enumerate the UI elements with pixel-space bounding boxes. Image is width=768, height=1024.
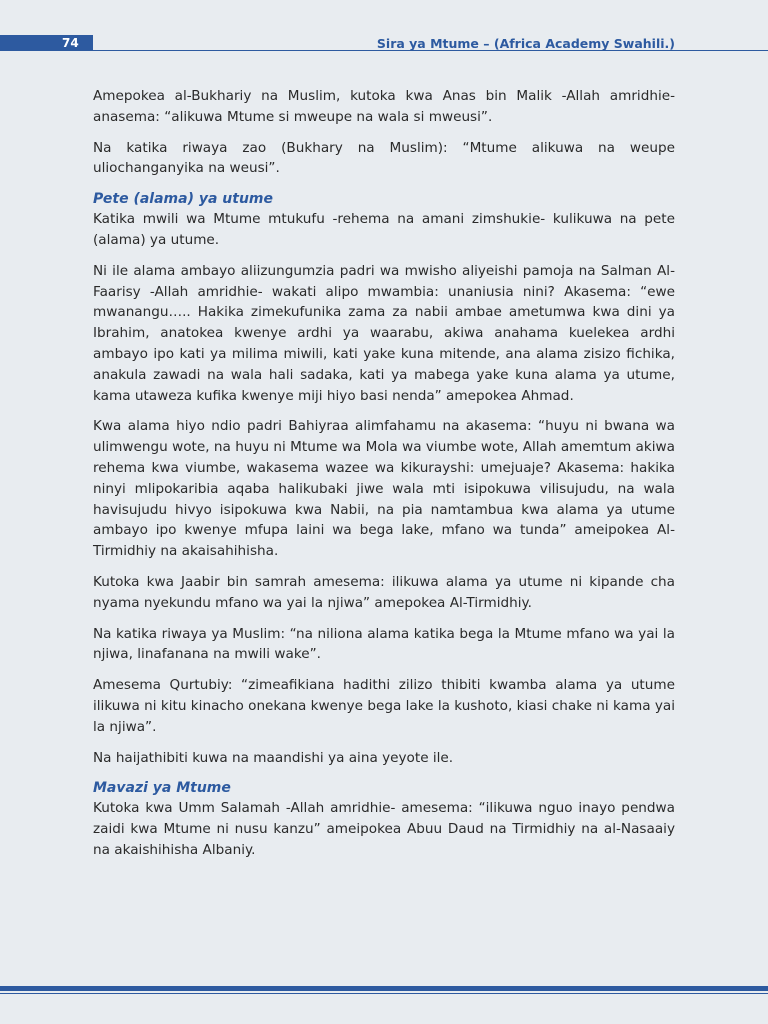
paragraph-3: Katika mwili wa Mtume mtukufu -rehema na amani zimshukie- kulikuwa na pete (alama) ya utume.	[93, 211, 675, 248]
paragraph-2: Na katika riwaya zao (Bukhary na Muslim): “Mtume alikuwa na weupe uliochanganyika na weusi”.	[93, 139, 675, 177]
paragraph-1: Amepokea al-Bukhariy na Muslim, kutoka kwa Anas bin Malik -Allah amridhie- anasema: “alikuwa Mtume si mweupe na wala si mweusi”.	[93, 88, 675, 125]
paragraph-8: Amesema Qurtubiy: “zimeafikiana hadithi zilizo thibiti kwamba alama ya utume ilikuwa ni kitu kinacho onekana kwenye bega lake la kushoto, kiasi chake ni kama yai la njiwa”.	[93, 677, 675, 735]
paragraph-4: Ni ile alama ambayo aliizungumzia padri wa mwisho aliyeishi pamoja na Salman Al-Faarisy -Allah amridhie- wakati alipo mwambia: unaniusia nini? Akasema: “ewe mwanangu….. Hakika zimekufunika zama za nabii ambae ametumwa kwa dini ya Ibrahim, anatokea kwenye ardhi ya waarabu, akiwa anahama kuelekea ardhi ambayo ipo kati ya milima miwili, kati yake kuna mitende, ana alama zisizo fichika, anakula zawadi na wala hali sadaka, kati ya mabega yake kuna alama ya utume, kama utaweza kufika kwenye miji hiyo basi nenda” amepokea Ahmad.	[93, 262, 675, 404]
page-content	[93, 86, 675, 861]
page-number: 74	[62, 36, 79, 50]
section-heading-pete: Pete (alama) ya utume	[93, 191, 273, 208]
paragraph-9: Na haijathibiti kuwa na maandishi ya aina yeyote ile.	[93, 749, 454, 766]
running-head: Sira ya Mtume – (Africa Academy Swahili.)	[376, 36, 675, 51]
section-heading-mavazi: Mavazi ya Mtume	[93, 780, 231, 797]
paragraph-5: Kwa alama hiyo ndio padri Bahiyraa alimfahamu na akasema: “huyu ni bwana wa ulimwengu wote, na huyu ni Mtume wa Mola wa viumbe wote, Allah amemtum akiwa rehema kwa viumbe, wakasema wazee wa kikurayshi: umejuaje? Akasema: hakika ninyi mlipokaribia aqaba halikubaki jiwe wala mti isipokuwa vilisujudu, na wala havisujudu hivyo isipokuwa kwa Nabii, na pia namtambua kwa alama ya utume ambayo ipo kwenye mfupa laini wa bega lake, mfano wa tunda” ameipokea Al-Tirmidhiy na akaisahihisha.	[93, 418, 675, 560]
footer-bar	[0, 986, 768, 991]
paragraph-10: Kutoka kwa Umm Salamah -Allah amridhie- amesema: “ilikuwa nguo inayo pendwa zaidi kwa Mtume ni nusu kanzu” ameipokea Abuu Daud na Tirmidhiy na al-Nasaaiy na akaishihisha Albaniy.	[93, 800, 675, 858]
paragraph-7: Na katika riwaya ya Muslim: “na niliona alama katika bega la Mtume mfano wa yai la njiwa, linafanana na mwili wake”.	[93, 625, 675, 663]
paragraph-6: Kutoka kwa Jaabir bin samrah amesema: ilikuwa alama ya utume ni kipande cha nyama nyekundu mfano wa yai la njiwa” amepokea Al-Tirmidhiy.	[93, 573, 675, 611]
footer-line	[0, 993, 768, 994]
